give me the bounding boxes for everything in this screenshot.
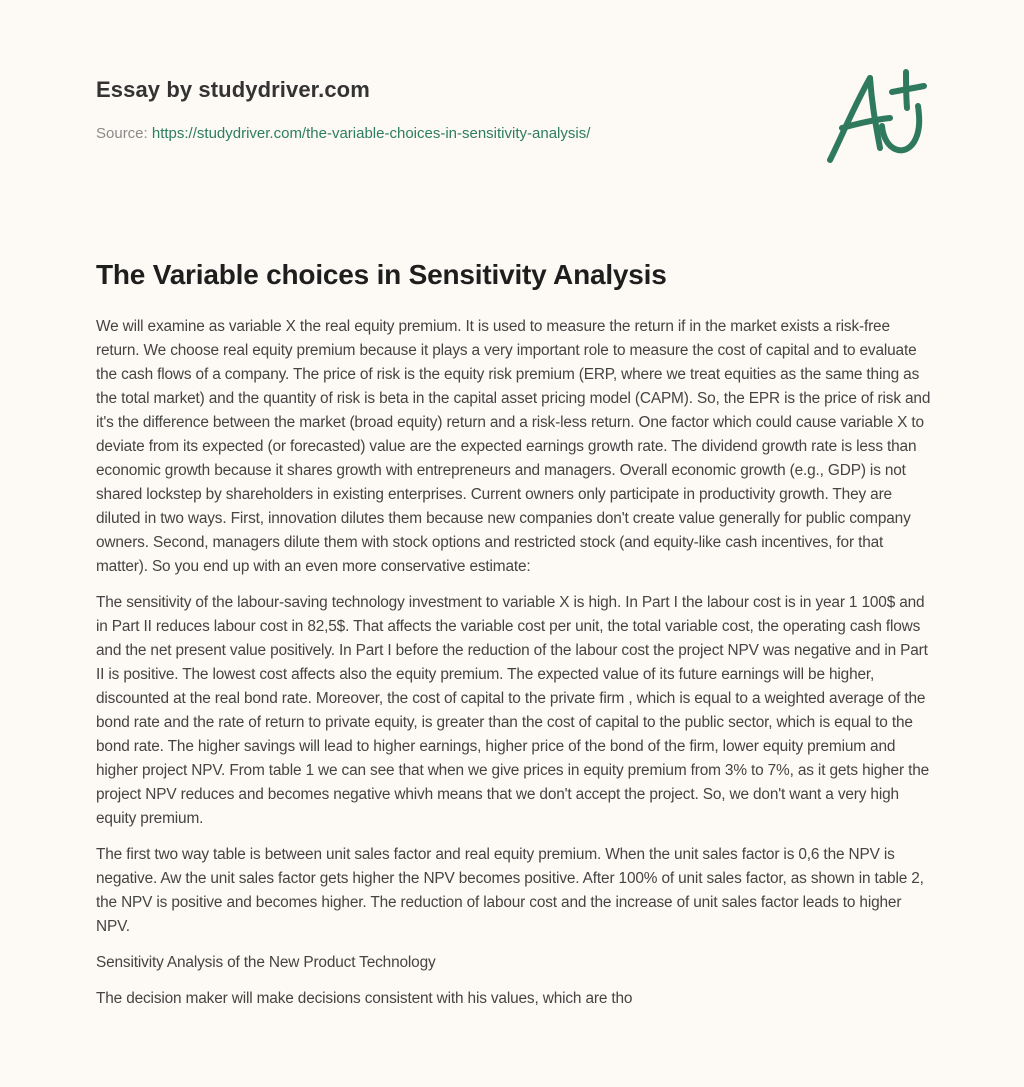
paragraph: The first two way table is between unit sales factor and real equity premium. When the unit sales factor is 0,6 the NPV is negative. Aw the unit sales factor gets higher the NPV becomes positive. After 100% of unit sales factor, as shown in table 2, the NPV is positive and becomes higher. The reduction of labour cost and the increase of unit sales factor leads to higher NPV. <box>96 846 924 935</box>
source-label: Source: <box>96 125 148 142</box>
paragraph-truncated: The decision maker will make decisions consistent with his values, which are tho <box>96 990 633 1007</box>
source-line <box>96 124 696 144</box>
article-title: The Variable choices in Sensitivity Analysis <box>96 259 667 290</box>
site-title: Essay by studydriver.com <box>96 77 370 102</box>
page-header <box>96 74 696 144</box>
source-link[interactable]: https://studydriver.com/the-variable-choices-in-sensitivity-analysis/ <box>151 125 591 142</box>
article-body <box>96 315 936 1023</box>
paragraph: The sensitivity of the labour-saving technology investment to variable X is high. In Part I the labour cost is in year 1 100$ and in Part II reduces labour cost in 82,5$. That affects the variable cost per unit, the total variable cost, the operating cash flows and the net present value positively. In Part I before the reduction of the labour cost the project NPV was negative and in Part II is positive. The lowest cost affects also the equity premium. The expected value of its future earnings will be higher, discounted at the real bond rate. Moreover, the cost of capital to the private firm , which is equal to a weighted average of the bond rate and the rate of return to private equity, is greater than the cost of capital to the public sector, which is equal to the bond rate. The higher savings will lead to higher earnings, higher price of the bond of the firm, lower equity premium and higher project NPV. From table 1 we can see that when we give prices in equity premium from 3% to 7%, as it gets higher the project NPV reduces and becomes negative whivh means that we don't accept the project. So, we don't want a very high equity premium. <box>96 594 930 827</box>
section-subheading: Sensitivity Analysis of the New Product Technology <box>96 954 436 971</box>
paragraph: We will examine as variable X the real equity premium. It is used to measure the return if in the market exists a risk-free return. We choose real equity premium because it plays a very important role to measure the cost of capital and to evaluate the cash flows of a company. The price of risk is the equity risk premium (ERP, where we treat equities as the same thing as the total market) and the quantity of risk is beta in the capital asset pricing model (CAPM). So, the EPR is the price of risk and it's the difference between the market (broad equity) return and a risk-less return. One factor which could cause variable X to deviate from its expected (or forecasted) value are the expected earnings growth rate. The dividend growth rate is less than economic growth because it shares growth with entrepreneurs and managers. Overall economic growth (e.g., GDP) is not shared lockstep by shareholders in existing enterprises. Current owners only participate in productivity growth. They are diluted in two ways. First, innovation dilutes them because new companies don't create value generally for public company owners. Second, managers dilute them with stock options and restricted stock (and equity-like cash incentives, for that matter). So you end up with an even more conservative estimate: <box>96 318 931 575</box>
a-plus-grade-icon <box>820 66 930 166</box>
